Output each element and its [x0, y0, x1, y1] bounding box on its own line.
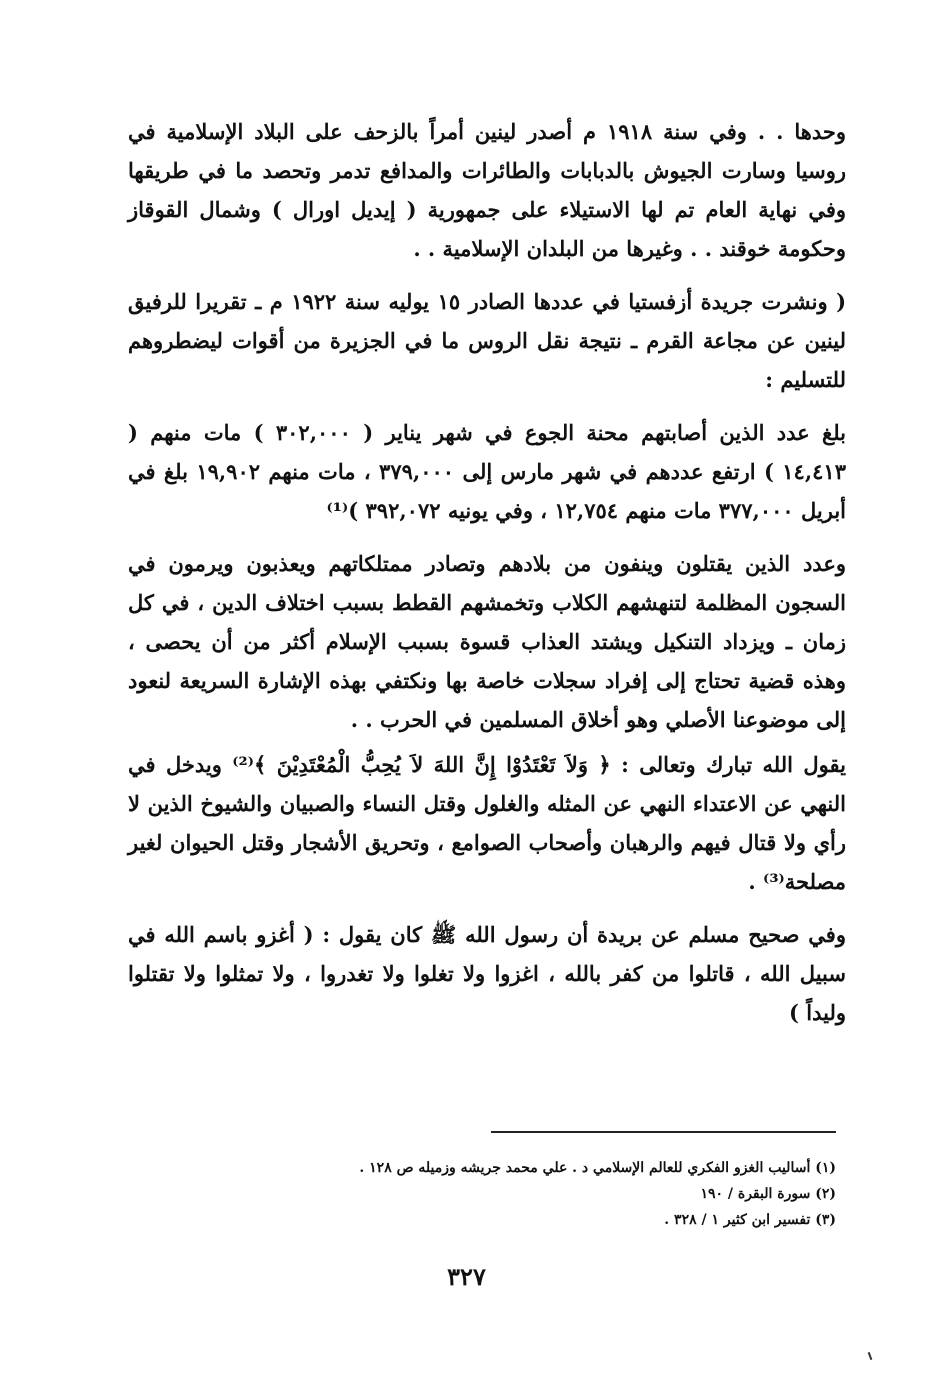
paragraph-6: وفي صحيح مسلم عن بريدة أن رسول الله ﷺ كان يقول : ( أغزو باسم الله في سبيل الله ، قاتلوا من كفر بالله ، اغزوا ولا تغلوا ولا تغدروا ، ولا تمثلوا ولا تقتلوا وليداً )	[128, 922, 846, 1025]
footnote-2: (٢) سورة البقرة / ١٩٠	[700, 1186, 836, 1202]
footnotes	[276, 1155, 836, 1233]
paragraph-2: ( ونشرت جريدة أزفستيا في عددها الصادر ١٥ يوليه سنة ١٩٢٢ م ـ تقريرا للرفيق لينين عن مجاعة القرم ـ نتيجة نقل الروس ما في الجزيرة من أقوات ليضطروهم للتسليم :	[128, 289, 847, 392]
main-text	[128, 112, 846, 1046]
paragraph-4: وعدد الذين يقتلون وينفون من بلادهم وتصادر ممتلكاتهم ويعذبون ويرمون في السجون المظلمة لتنهشهم الكلاب وتخمشهم القطط بسبب اختلاف الدين ، في كل زمان ـ ويزداد التنكيل ويشتد العذاب قسوة بسبب الإسلام أكثر من أن يحصى ، وهذه قضية تحتاج إلى إفراد سجلات خاصة بها ونكتفي بهذه الإشارة السريعة لنعود إلى موضوعنا الأصلي وهو أخلاق المسلمين في الحرب . .	[128, 551, 846, 732]
page-number: ٣٢٧	[447, 1262, 486, 1291]
scan-mark	[868, 1352, 873, 1360]
paragraph-3: بلغ عدد الذين أصابتهم محنة الجوع في شهر يناير ( ٣٠٢,٠٠٠ ) مات منهم ( ١٤,٤١٣ ) ارتفع عددهم في شهر مارس إلى ٣٧٩,٠٠٠ ، مات منهم ١٩,٩٠٢ بلغ في أبريل ٣٧٧,٠٠٠ مات منهم ١٢,٧٥٤ ، وفي يونيه ٣٩٢,٠٧٢ )⁽¹⁾	[128, 420, 846, 523]
footnote-3: (٣) تفسير ابن كثير ١ / ٣٢٨ .	[664, 1212, 836, 1228]
footnote-divider	[491, 1131, 836, 1133]
paragraph-1: وحدها . . وفي سنة ١٩١٨ م أصدر لينين أمراً بالزحف على البلاد الإسلامية في روسيا وسارت الجيوش بالدبابات والطائرات والمدافع تدمر وتحصد ما في طريقها وفي نهاية العام تم لها الاستيلاء على جمهورية ( إيديل اورال ) وشمال القوقاز وحكومة خوقند . . وغيرها من البلدان الإسلامية . .	[128, 119, 846, 261]
paragraph-5: يقول الله تبارك وتعالى : ﴿ وَلاَ تَعْتَدُوْا إِنَّ اللهَ لاَ يُحِبُّ الْمُعْتَدِيْنَ ﴾⁽²⁾ ويدخل في النهي عن الاعتداء النهي عن المثله والغلول وقتل النساء والصبيان والشيوخ الذين لا رأي ولا قتال فيهم والرهبان وأصحاب الصوامع ، وتحريق الأشجار وقتل الحيوان لغير مصلحة⁽³⁾ .	[128, 752, 846, 894]
footnote-1: (١) أساليب الغزو الفكري للعالم الإسلامي د . علي محمد جريشه وزميله ص ١٢٨ .	[359, 1160, 836, 1176]
